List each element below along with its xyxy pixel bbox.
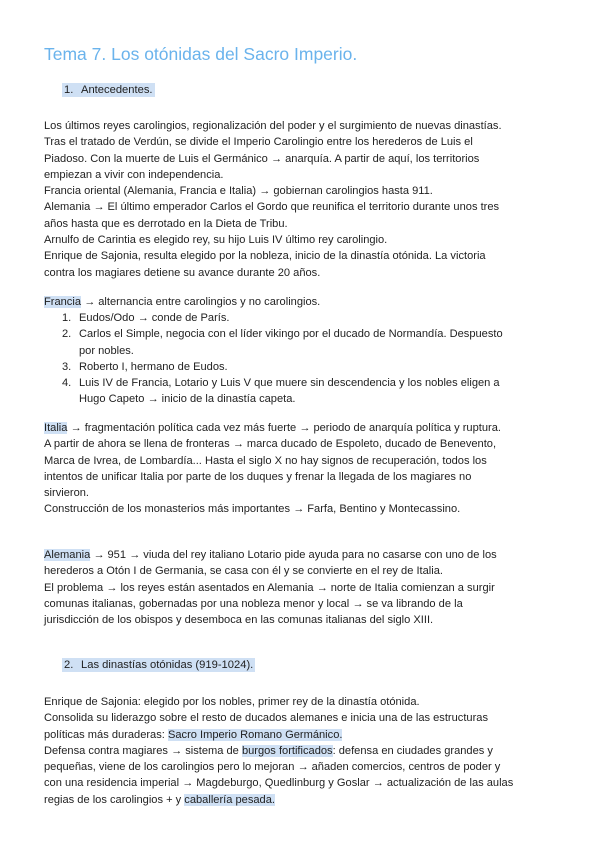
text-line: empiezan a vivir con independencia. <box>44 168 224 181</box>
text-line: Enrique de Sajonia: elegido por los nobles, primer rey de la dinastía otónida. <box>44 696 420 708</box>
text-line: Roberto I, hermano de Eudos. <box>79 360 228 373</box>
section-label: Las dinastías otónidas (919-1024). <box>81 659 254 671</box>
text-line: Carlos el Simple, negocia con el líder vikingo por el ducado de Normandía. Despuesto <box>79 328 503 341</box>
text-line: años hasta que es derrotado en la Dieta de Tribu. <box>44 217 288 230</box>
list-item <box>62 375 562 408</box>
list-number: 1. <box>62 312 72 324</box>
text-span: Defensa contra magiares → sistema de <box>44 744 242 757</box>
alemania-paragraph <box>44 547 564 628</box>
intro-paragraph <box>44 118 564 281</box>
text-span: : defensa en ciudades grandes y <box>332 744 493 757</box>
text-line: Los últimos reyes carolingios, regionalización del poder y el surgimiento de nuevas dinastías. <box>44 120 502 132</box>
text-line: Hugo Capeto → inicio de la dinastía capeta. <box>79 393 296 406</box>
text-line: por nobles. <box>79 344 134 357</box>
list-item <box>62 359 562 375</box>
text-line: contra los magiares detiene su avance durante 20 años. <box>44 266 321 279</box>
text-line: Piadoso. Con la muerte de Luis el Germánico → anarquía. A partir de aquí, los territorios <box>44 152 480 165</box>
page-title: Tema 7. Los otónidas del Sacro Imperio. <box>44 44 358 64</box>
highlight-sacro-imperio: Sacro Imperio Romano Germánico. <box>167 728 343 741</box>
text-line: Luis IV de Francia, Lotario y Luis V que muere sin descendencia y los nobles eligen a <box>79 377 500 390</box>
highlight-italia: Italia <box>44 422 68 434</box>
text-line: A partir de ahora se llena de fronteras → marca ducado de Espoleto, ducado de Benevento, <box>44 438 497 451</box>
list-number: 3. <box>62 360 72 373</box>
section-number: 2. <box>64 659 74 671</box>
list-number: 4. <box>62 377 72 390</box>
text-span: políticas más duraderas: <box>44 728 168 741</box>
highlight-alemania: Alemania <box>44 549 91 561</box>
text-line: comunas italianas, gobernadas por una nobleza menor y local → se va librando de la <box>44 597 463 610</box>
list-item <box>62 310 562 326</box>
section-heading-antecedentes <box>62 83 155 97</box>
text-span: regias de los carolingios + y <box>44 793 185 806</box>
text-line: Marca de Ivrea, de Lombardía... Hasta el siglo X no hay signos de recuperación, todos los <box>44 454 487 467</box>
italia-paragraph <box>44 420 564 518</box>
text-line: herederos a Otón I de Germania, se casa con él y se convierte en el rey de Italia. <box>44 565 443 578</box>
section-label: Antecedentes. <box>81 84 153 96</box>
text-line: Eudos/Odo → conde de París. <box>79 312 230 324</box>
text-line: El problema → los reyes están asentados en Alemania → norte de Italia comienzan a surgir <box>44 581 495 594</box>
section-number: 1. <box>64 84 74 96</box>
text-span: → 951 → viuda del rey italiano Lotario pide ayuda para no casarse con uno de los <box>90 549 497 561</box>
list-item <box>62 326 562 359</box>
highlight-francia: Francia <box>44 296 81 308</box>
text-line: sirvieron. <box>44 487 90 500</box>
francia-intro <box>44 294 564 310</box>
text-line: jurisdicción de los obispos y desemboca en las comunas italianas del siglo XIII. <box>44 614 434 627</box>
highlight-caballeria: caballería pesada. <box>184 793 275 806</box>
text-line: Enrique de Sajonia, resulta elegido por la nobleza, inicio de la dinastía otónida. La victoria <box>44 250 486 263</box>
text-line: Francia oriental (Alemania, Francia e Italia) → gobiernan carolingios hasta 911. <box>44 185 433 198</box>
text-line: Consolida su liderazgo sobre el resto de ducados alemanes e inicia una de las estructuras <box>44 712 489 725</box>
list-number: 2. <box>62 328 72 341</box>
text-span: → fragmentación política cada vez más fuerte → periodo de anarquía política y ruptura. <box>67 422 501 434</box>
text-span: → alternancia entre carolingios y no carolingios. <box>81 296 321 308</box>
highlight-burgos: burgos fortificados <box>241 744 333 757</box>
dinastias-paragraph <box>44 694 564 808</box>
text-line: Tras el tratado de Verdún, se divide el Imperio Carolingio entre los herederos de Luis el <box>44 136 473 149</box>
text-line: Alemania → El último emperador Carlos el Gordo que reunifica el territorio durante unos tres <box>44 201 500 214</box>
text-line: intentos de unificar Italia por parte de los duques y frenar la llegada de los magiares no <box>44 470 472 483</box>
text-line: pequeñas, viene de los carolingios pero lo mejoran → añaden comercios, centros de poder y <box>44 761 501 774</box>
section-heading-dinastias <box>62 658 255 672</box>
francia-list <box>62 310 562 408</box>
text-line: Construcción de los monasterios más importantes → Farfa, Bentino y Montecassino. <box>44 503 461 516</box>
text-line: con una residencia imperial → Magdeburgo, Quedlinburg y Goslar → actualización de las aulas <box>44 777 514 790</box>
text-line: Arnulfo de Carintia es elegido rey, su hijo Luis IV último rey carolingio. <box>44 234 388 247</box>
